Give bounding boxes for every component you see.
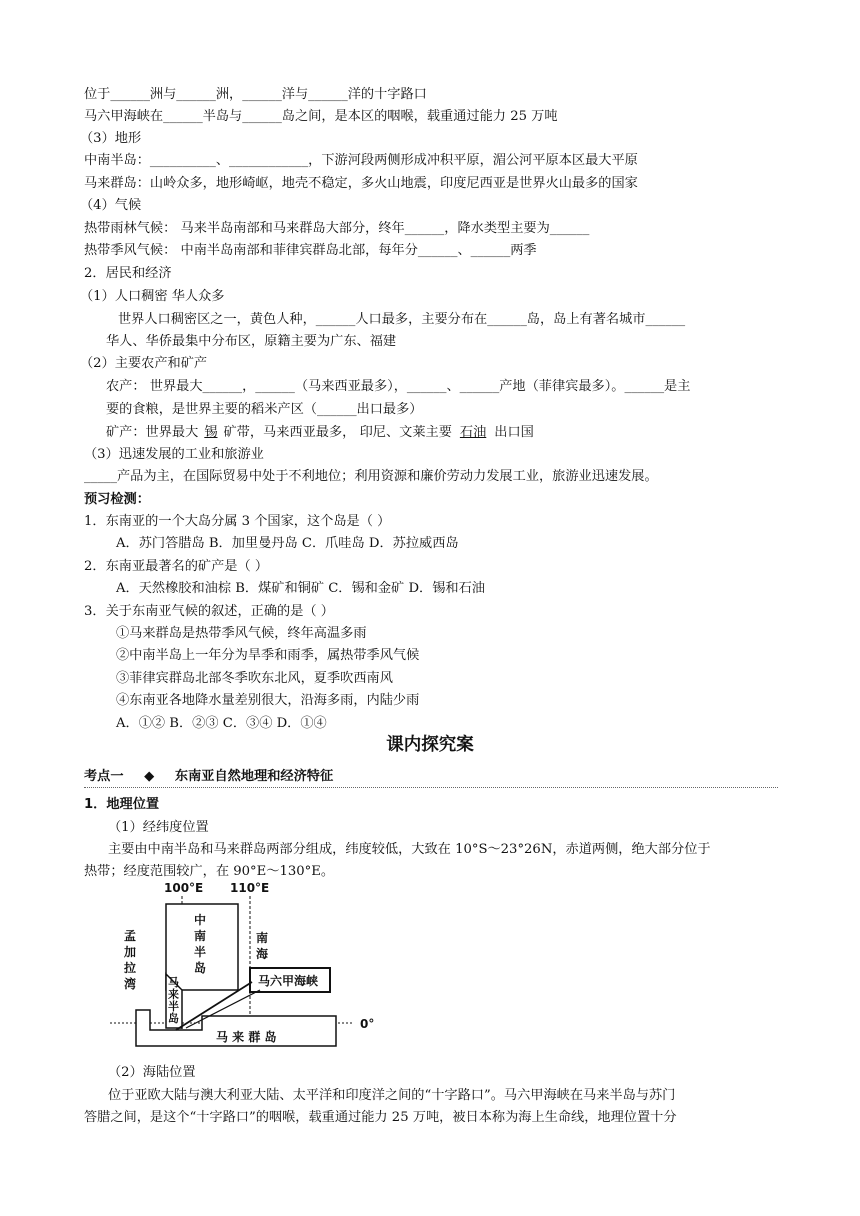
- question: 3．关于东南亚气候的叙述，正确的是（ ）: [84, 604, 334, 619]
- malay-peninsula-label: 马: [168, 976, 179, 989]
- statement: ②中南半岛上一年分为旱季和雨季，属热带季风气候: [116, 648, 420, 663]
- bay-of-bengal-label: 湾: [124, 977, 137, 991]
- subheading: （1）经纬度位置: [108, 820, 209, 835]
- longitude-label: 100°E: [164, 881, 204, 895]
- south-china-sea-label: 海: [256, 947, 269, 961]
- subheading: 1．地理位置: [84, 797, 160, 812]
- paragraph-line: 位于亚欧大陆与澳大利亚大陆、太平洋和印度洋之间的“十字路口”。马六甲海峡在马来半岛与苏门: [108, 1088, 676, 1103]
- text-span: 矿产：世界最大: [106, 425, 199, 440]
- text-line: 马六甲海峡在______半岛与______岛之间，是本区的咽喉，载重通过能力 25 万吨: [84, 109, 558, 124]
- indochina-label: 南: [194, 929, 207, 943]
- bay-of-bengal-label: 加: [124, 945, 137, 959]
- text-line: （2）主要农产和矿产: [80, 356, 208, 371]
- text-line: （3）地形: [80, 131, 142, 146]
- malay-archipelago-label: 马 来 群 岛: [216, 1030, 277, 1044]
- topic-text: 东南亚自然地理和经济特征: [174, 769, 334, 784]
- question-options: A．苏门答腊岛 B．加里曼丹岛 C．爪哇岛 D．苏拉威西岛: [116, 536, 459, 551]
- paragraph-line: 热带；经度范围较广，在 90°E～130°E。: [84, 864, 335, 879]
- statement: ④东南亚各地降水量差别很大，沿海多雨，内陆少雨: [116, 693, 420, 708]
- bay-of-bengal-label: 拉: [124, 961, 137, 975]
- indochina-label: 半: [194, 945, 207, 959]
- malay-peninsula-label: 岛: [168, 1012, 179, 1025]
- question-options: A．①② B．②③ C．③④ D．①④: [116, 716, 327, 731]
- bay-of-bengal-label: 孟: [124, 929, 137, 943]
- text-line: 华人、华侨最集中分布区，原籍主要为广东、福建: [106, 334, 397, 349]
- paragraph-line: 主要由中南半岛和马来群岛两部分组成，纬度较低，大致在 10°S～23°26N，赤道两侧，绝大部分位于: [108, 842, 711, 857]
- answer-tin: 锡: [204, 425, 218, 440]
- question-options: A．天然橡胶和油棕 B．煤矿和铜矿 C．锡和金矿 D．锡和石油: [116, 581, 485, 596]
- subheading: （2）海陆位置: [108, 1065, 196, 1080]
- dotted-divider: [84, 787, 778, 788]
- question: 2．东南亚最著名的矿产是（ ）: [84, 559, 269, 574]
- text-line: （3）迅速发展的工业和旅游业: [84, 447, 264, 462]
- preview-check-heading: 预习检测：: [84, 492, 150, 507]
- text-line: _____产品为主，在国际贸易中处于不利地位；利用资源和廉价劳动力发展工业，旅游业迅速发展。: [84, 469, 658, 484]
- text-line: 热带季风气候： 中南半岛南部和菲律宾群岛北部，每年分______、______两季: [84, 243, 537, 258]
- indochina-label: 中: [194, 913, 207, 927]
- answer-oil: 石油: [459, 425, 487, 440]
- malay-peninsula-label: 来: [168, 988, 179, 1001]
- paragraph-line: 答腊之间，是这个“十字路口”的咽喉，载重通过能力 25 万吨，被日本称为海上生命线，地理位置十分: [84, 1110, 677, 1125]
- southeast-asia-sketch-map: [110, 878, 400, 1058]
- text-line: 热带雨林气候： 马来半岛南部和马来群岛大部分，终年______，降水类型主要为______: [84, 221, 590, 236]
- section-title: 课内探究案: [386, 735, 474, 755]
- text-line: 中南半岛：__________、____________，下游河段两侧形成冲积平原，湄公河平原本区最大平原: [84, 153, 638, 168]
- south-china-sea-label: 南: [256, 931, 269, 945]
- question: 1．东南亚的一个大岛分属 3 个国家，这个岛是（ ）: [84, 514, 391, 529]
- topic-heading: [84, 768, 333, 786]
- equator-label: 0°: [360, 1017, 375, 1031]
- indochina-label: 岛: [194, 961, 207, 975]
- text-line: 世界人口稠密区之一，黄色人种，______人口最多，主要分布在______岛，岛上有著名城市______: [118, 312, 686, 327]
- text-span: 出口国: [494, 425, 534, 440]
- topic-label: 考点一: [84, 769, 124, 784]
- statement: ③菲律宾群岛北部冬季吹东北风，夏季吹西南风: [116, 671, 393, 686]
- text-line: 要的食粮，是世界主要的稻米产区（______出口最多）: [106, 402, 423, 417]
- text-line: 位于______洲与______洲，______洋与______洋的十字路口: [84, 87, 427, 102]
- text-span: 矿带，马来西亚最多， 印尼、文莱主要: [223, 425, 452, 440]
- minerals-line: [106, 424, 534, 442]
- text-line: （4）气候: [80, 198, 142, 213]
- malay-peninsula-label: 半: [168, 1000, 179, 1013]
- text-line: 马来群岛：山岭众多，地形崎岖，地壳不稳定，多火山地震，印度尼西亚是世界火山最多的国家: [84, 176, 638, 191]
- text-line: （1）人口稠密 华人众多: [80, 289, 225, 304]
- statement: ①马来群岛是热带季风气候，终年高温多雨: [116, 626, 367, 641]
- diamond-icon: ◆: [144, 769, 155, 784]
- longitude-label: 110°E: [230, 881, 270, 895]
- malacca-strait-label: 马六甲海峡: [258, 974, 319, 988]
- text-line: 农产： 世界最大______，______（马来西亚最多），______、______产地（菲律宾最多）。______是主: [106, 379, 691, 394]
- text-line: 2．居民和经济: [84, 266, 172, 281]
